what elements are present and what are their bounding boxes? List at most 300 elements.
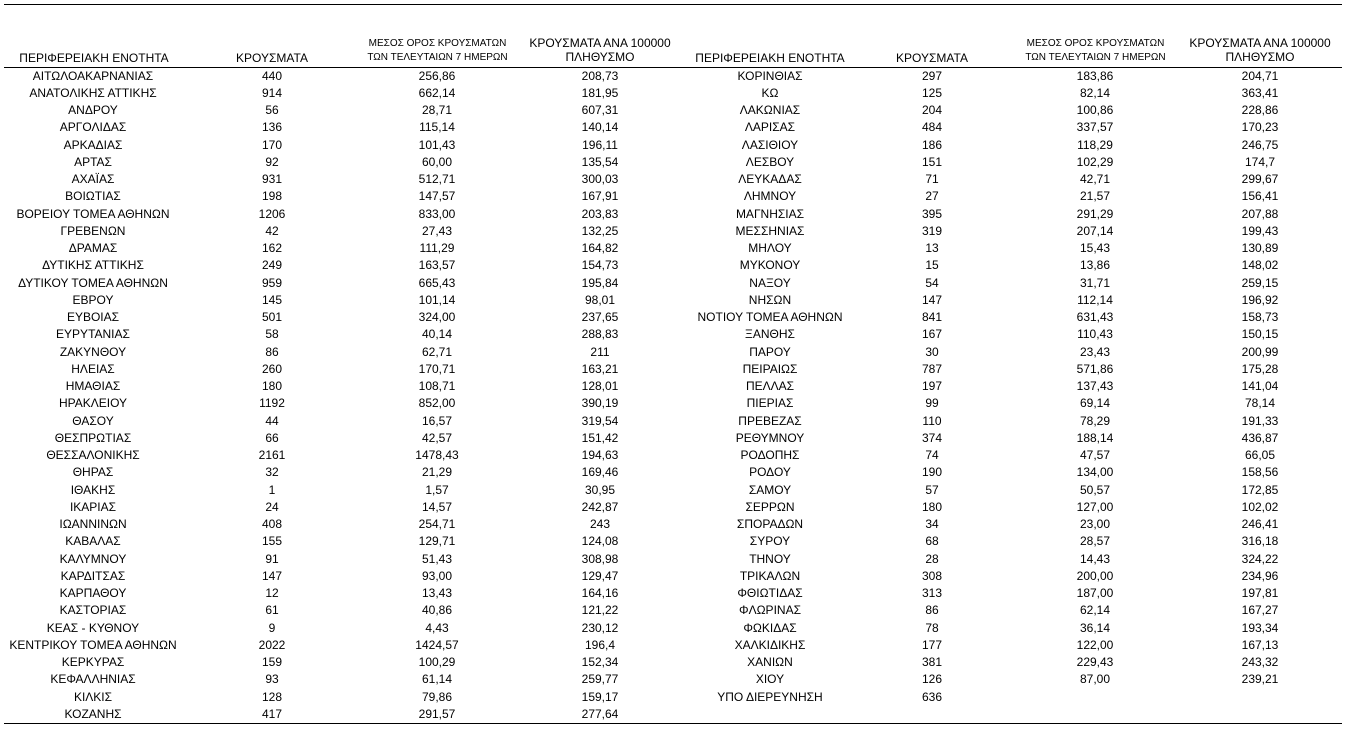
right-per100k-cell <box>1185 689 1335 706</box>
left-cases-cell: 155 <box>261 534 283 549</box>
right-per100k-cell: 436,87 <box>1241 430 1279 445</box>
left-per100k-cell: 151,42 <box>581 430 619 445</box>
left-cases-cell: 56 <box>265 103 279 117</box>
right-avg-cell: 291,29 <box>1076 206 1114 221</box>
left-avg-cell: 4,43 <box>425 620 449 635</box>
left-region-cell: ΑΡΓΟΛΙΔΑΣ <box>59 120 127 135</box>
left-per100k-cell: 140,14 <box>581 120 619 135</box>
left-cases-cell: 180 <box>261 379 283 393</box>
right-avg-cell: 28,57 <box>1079 534 1111 549</box>
right-avg-cell: 50,57 <box>1079 482 1111 497</box>
right-per100k-cell: 78,14 <box>1244 396 1276 411</box>
right-region-cell: ΝΟΤΙΟΥ ΤΟΜΕΑ ΑΘΗΝΩΝ <box>697 310 843 324</box>
left-avg-cell: 28,71 <box>421 103 453 117</box>
left-cases-cell: 959 <box>261 275 283 290</box>
right-region-cell: ΛΑΣΙΘΙΟΥ <box>741 137 799 152</box>
right-per100k-cell: 156,41 <box>1241 189 1279 204</box>
right-avg-cell: 15,43 <box>1079 241 1111 255</box>
left-region-cell: ΔΡΑΜΑΣ <box>68 241 118 255</box>
right-cases-cell: 190 <box>921 465 943 480</box>
left-per100k-cell: 243 <box>589 517 611 531</box>
right-header-avg-line1: ΜΕΣΟΣ ΟΡΟΣ ΚΡΟΥΣΜΑΤΩΝ <box>1026 38 1165 49</box>
left-avg-cell: 662,14 <box>418 85 456 100</box>
left-cases-cell: 159 <box>261 655 283 669</box>
left-region-cell: ΑΧΑΪΑΣ <box>71 172 115 186</box>
right-region-cell: ΠΕΛΛΑΣ <box>745 379 795 393</box>
right-avg-cell: 137,43 <box>1076 379 1114 393</box>
left-region-cell: ΚΑΡΠΑΘΟΥ <box>59 586 127 600</box>
left-per100k-cell: 194,63 <box>581 448 619 462</box>
left-per100k-cell: 242,87 <box>581 499 619 514</box>
left-per100k-cell: 607,31 <box>581 103 619 117</box>
right-cases-cell: 186 <box>921 137 943 152</box>
right-header-per100k-line1: ΚΡΟΥΣΜΑΤΑ ΑΝΑ 100000 <box>1189 36 1331 50</box>
top-border <box>4 4 1342 5</box>
right-per100k-cell: 102,02 <box>1241 499 1279 514</box>
left-region-cell: ΚΑΒΑΛΑΣ <box>65 534 121 549</box>
right-region-cell: ΛΕΣΒΟΥ <box>745 154 795 169</box>
left-avg-cell: 163,57 <box>418 258 456 273</box>
left-header-avg-line1: ΜΕΣΟΣ ΟΡΟΣ ΚΡΟΥΣΜΑΤΩΝ <box>368 38 507 49</box>
right-avg-cell: 229,43 <box>1076 655 1114 669</box>
right-region-cell: ΜΑΓΝΗΣΙΑΣ <box>735 206 805 221</box>
right-cases-cell: 308 <box>921 568 943 583</box>
right-region-cell: ΛΕΥΚΑΔΑΣ <box>738 172 802 186</box>
right-header-per100k-line2: ΠΛΗΘΥΣΜΟ <box>1225 50 1295 64</box>
left-per100k-cell: 196,4 <box>584 637 616 652</box>
left-avg-cell: 51,43 <box>421 551 453 566</box>
left-per100k-cell: 195,84 <box>581 275 619 290</box>
left-region-cell: ΙΩΑΝΝΙΝΩΝ <box>59 517 127 531</box>
left-region-cell: ΚΕΦΑΛΛΗΝΙΑΣ <box>50 672 136 687</box>
left-per100k-cell: 319,54 <box>581 413 619 428</box>
left-per100k-cell: 167,91 <box>581 189 619 204</box>
left-per100k-cell: 230,12 <box>581 620 619 635</box>
right-cases-cell: 34 <box>925 517 939 531</box>
right-header-region: ΠΕΡΙΦΕΡΕΙΑΚΗ ΕΝΟΤΗΤΑ <box>695 51 845 65</box>
left-cases-cell: 58 <box>265 327 279 342</box>
right-cases-cell: 180 <box>921 499 943 514</box>
right-avg-cell: 102,29 <box>1076 154 1114 169</box>
right-per100k-cell: 234,96 <box>1241 568 1279 583</box>
left-cases-cell: 2161 <box>258 448 286 462</box>
left-region-cell: ΚΕΡΚΥΡΑΣ <box>61 655 125 669</box>
right-cases-cell: 381 <box>921 655 943 669</box>
right-per100k-cell: 324,22 <box>1241 551 1279 566</box>
left-avg-cell: 16,57 <box>421 413 453 428</box>
left-per100k-cell: 159,17 <box>581 689 619 704</box>
right-per100k-cell: 170,23 <box>1241 120 1279 135</box>
right-per100k-cell: 246,41 <box>1241 517 1279 531</box>
right-cases-cell: 15 <box>925 258 939 273</box>
right-region-cell: ΠΕΙΡΑΙΩΣ <box>742 361 798 376</box>
right-avg-cell: 188,14 <box>1076 430 1114 445</box>
left-cases-cell: 1206 <box>258 206 286 221</box>
right-avg-cell: 69,14 <box>1079 396 1111 411</box>
left-cases-cell: 417 <box>261 706 283 721</box>
right-region-cell: ΣΑΜΟΥ <box>748 482 792 497</box>
right-cases-cell: 197 <box>921 379 943 393</box>
left-avg-cell: 1,57 <box>425 482 449 497</box>
left-cases-cell: 86 <box>265 344 279 359</box>
left-avg-cell: 62,71 <box>421 344 453 359</box>
left-cases-cell: 249 <box>261 258 283 273</box>
right-header-cases: ΚΡΟΥΣΜΑΤΑ <box>896 51 968 65</box>
left-cases-cell: 1 <box>268 482 276 497</box>
right-cases-cell: 374 <box>921 430 943 445</box>
left-per100k-cell: 211 <box>590 344 610 359</box>
right-avg-cell: 207,14 <box>1076 223 1114 238</box>
right-region-cell: ΝΑΞΟΥ <box>749 275 791 290</box>
right-region-cell: ΜΗΛΟΥ <box>748 241 792 255</box>
right-avg-cell: 36,14 <box>1079 620 1111 635</box>
right-cases-cell: 28 <box>925 551 939 566</box>
right-region-cell: ΞΑΝΘΗΣ <box>745 327 795 342</box>
left-avg-cell: 256,86 <box>418 68 456 83</box>
left-per100k-cell: 203,83 <box>581 206 619 221</box>
right-per100k-cell: 196,92 <box>1241 292 1279 307</box>
left-avg-cell: 111,29 <box>419 241 455 255</box>
right-avg-cell: 31,71 <box>1079 275 1111 290</box>
left-region-cell: ΔΥΤΙΚΗΣ ΑΤΤΙΚΗΣ <box>42 258 144 273</box>
right-per100k-cell: 130,89 <box>1241 241 1279 255</box>
left-region-cell: ΚΑΛΥΜΝΟΥ <box>59 551 127 566</box>
right-region-cell: ΤΗΝΟΥ <box>749 551 791 566</box>
right-per100k-cell: 167,27 <box>1241 603 1279 618</box>
left-header-per100k-line2: ΠΛΗΘΥΣΜΟ <box>565 50 635 64</box>
right-region-cell: ΦΩΚΙΔΑΣ <box>743 620 797 635</box>
left-cases-cell: 162 <box>261 241 283 255</box>
right-cases-cell: 68 <box>925 534 939 549</box>
left-cases-cell: 92 <box>265 154 279 169</box>
right-per100k-cell: 193,34 <box>1241 620 1279 635</box>
left-avg-cell: 27,43 <box>421 223 453 238</box>
left-region-cell: ΚΑΡΔΙΤΣΑΣ <box>60 568 126 583</box>
left-per100k-cell: 164,82 <box>581 241 619 255</box>
right-cases-cell: 636 <box>921 689 943 704</box>
left-avg-cell: 21,29 <box>421 465 453 480</box>
right-per100k-cell: 199,43 <box>1241 223 1279 238</box>
left-header-per100k <box>510 36 690 64</box>
left-per100k-cell: 152,34 <box>581 655 619 669</box>
right-region-cell: ΣΠΟΡΑΔΩΝ <box>736 517 804 531</box>
right-region-cell: ΝΗΣΩΝ <box>748 292 792 307</box>
right-cases-cell: 313 <box>921 586 943 600</box>
right-region-cell: ΤΡΙΚΑΛΩΝ <box>739 568 801 583</box>
right-per100k-cell: 197,81 <box>1241 586 1279 600</box>
right-avg-cell: 13,86 <box>1079 258 1111 273</box>
right-region-cell: ΧΑΛΚΙΔΙΚΗΣ <box>734 637 806 652</box>
right-cases-cell: 27 <box>925 189 939 204</box>
right-avg-cell: 134,00 <box>1076 465 1114 480</box>
right-cases-cell: 395 <box>921 206 943 221</box>
right-cases-cell: 204 <box>921 103 943 117</box>
left-per100k-cell: 164,16 <box>581 586 619 600</box>
right-per100k-cell: 363,41 <box>1241 85 1279 100</box>
left-cases-cell: 914 <box>261 85 283 100</box>
left-avg-cell: 1478,43 <box>415 448 459 462</box>
right-avg-cell: 82,14 <box>1079 85 1111 100</box>
right-avg-cell: 183,86 <box>1076 68 1114 83</box>
left-region-cell: ΕΥΒΟΙΑΣ <box>66 310 120 324</box>
left-avg-cell: 254,71 <box>418 517 456 531</box>
right-avg-cell: 122,00 <box>1076 637 1114 652</box>
left-region-cell: ΘΕΣΠΡΩΤΙΑΣ <box>54 430 132 445</box>
left-avg-cell: 291,57 <box>418 706 456 721</box>
left-cases-cell: 24 <box>265 499 279 514</box>
right-region-cell: ΧΙΟΥ <box>755 672 785 687</box>
left-cases-cell: 9 <box>268 620 276 635</box>
right-avg-cell: 87,00 <box>1079 672 1111 687</box>
left-cases-cell: 93 <box>265 672 279 687</box>
right-cases-cell: 13 <box>925 241 939 255</box>
right-region-cell: ΠΡΕΒΕΖΑΣ <box>738 413 802 428</box>
right-per100k-cell: 299,67 <box>1241 172 1279 186</box>
left-per100k-cell: 163,21 <box>581 361 619 376</box>
left-avg-cell: 60,00 <box>421 154 453 169</box>
left-cases-cell: 260 <box>261 361 283 376</box>
left-cases-cell: 145 <box>261 292 283 307</box>
left-region-cell: ΘΑΣΟΥ <box>72 413 114 428</box>
left-region-cell: ΙΘΑΚΗΣ <box>70 482 116 497</box>
left-cases-cell: 32 <box>265 465 279 480</box>
left-avg-cell: 324,00 <box>418 310 456 324</box>
right-region-cell: ΦΘΙΩΤΙΔΑΣ <box>737 586 803 600</box>
left-cases-cell: 128 <box>261 689 283 704</box>
right-region-cell: ΠΙΕΡΙΑΣ <box>746 396 794 411</box>
left-region-cell: ΑΡΚΑΔΙΑΣ <box>63 137 123 152</box>
right-cases-cell: 110 <box>922 413 942 428</box>
left-avg-cell: 147,57 <box>418 189 456 204</box>
left-region-cell: ΗΜΑΘΙΑΣ <box>65 379 121 393</box>
left-region-cell: ΘΗΡΑΣ <box>72 465 114 480</box>
left-per100k-cell: 181,95 <box>581 85 619 100</box>
right-per100k-cell: 158,73 <box>1241 310 1279 324</box>
left-avg-cell: 100,29 <box>418 655 456 669</box>
right-region-cell: ΦΛΩΡΙΝΑΣ <box>739 603 801 618</box>
right-per100k-cell: 158,56 <box>1241 465 1279 480</box>
right-region-cell: ΛΑΚΩΝΙΑΣ <box>739 103 801 117</box>
left-cases-cell: 42 <box>265 223 279 238</box>
right-cases-cell: 125 <box>921 85 943 100</box>
right-per100k-cell: 239,21 <box>1241 672 1279 687</box>
left-region-cell: ΚΑΣΤΟΡΙΑΣ <box>59 603 127 618</box>
left-per100k-cell: 124,08 <box>581 534 619 549</box>
left-header-avg <box>345 37 530 65</box>
left-region-cell: ΑΡΤΑΣ <box>74 154 112 169</box>
right-per100k-cell: 228,86 <box>1241 103 1279 117</box>
left-cases-cell: 136 <box>261 120 283 135</box>
left-region-cell: ΘΕΣΣΑΛΟΝΙΚΗΣ <box>46 448 140 462</box>
left-avg-cell: 833,00 <box>418 206 456 221</box>
right-per100k-cell: 191,33 <box>1241 413 1279 428</box>
left-per100k-cell: 132,25 <box>581 223 619 238</box>
right-avg-cell: 337,57 <box>1076 120 1114 135</box>
left-region-cell: ΗΛΕΙΑΣ <box>71 361 115 376</box>
left-region-cell: ΓΡΕΒΕΝΩΝ <box>60 223 126 238</box>
right-cases-cell: 177 <box>921 637 943 652</box>
right-per100k-cell: 316,18 <box>1241 534 1279 549</box>
right-header-per100k <box>1170 36 1346 64</box>
right-cases-cell: 151 <box>921 154 943 169</box>
left-cases-cell: 91 <box>265 551 279 566</box>
right-avg-cell: 47,57 <box>1079 448 1111 462</box>
right-avg-cell: 127,00 <box>1076 499 1114 514</box>
left-per100k-cell: 259,77 <box>581 672 619 687</box>
left-region-cell: ΕΒΡΟΥ <box>72 292 114 307</box>
left-per100k-cell: 135,54 <box>581 154 619 169</box>
left-header-avg-line2: ΤΩΝ ΤΕΛΕΥΤΑΙΩΝ 7 ΗΜΕΡΩΝ <box>367 52 508 63</box>
right-avg-cell: 21,57 <box>1079 189 1111 204</box>
right-avg-cell: 112,14 <box>1077 292 1113 307</box>
right-per100k-cell: 141,04 <box>1241 379 1279 393</box>
right-header-avg <box>1003 37 1188 65</box>
left-cases-cell: 12 <box>265 586 279 600</box>
right-avg-cell: 42,71 <box>1079 172 1111 186</box>
right-per100k-cell: 204,71 <box>1241 68 1279 83</box>
right-avg-cell: 631,43 <box>1076 310 1114 324</box>
right-cases-cell: 126 <box>921 672 943 687</box>
left-avg-cell: 852,00 <box>418 396 456 411</box>
right-avg-cell: 187,00 <box>1076 586 1114 600</box>
left-cases-cell: 931 <box>261 172 283 186</box>
left-cases-cell: 66 <box>265 430 279 445</box>
right-region-cell: ΡΕΘΥΜΝΟΥ <box>735 430 805 445</box>
right-region-cell: ΡΟΔΟΠΗΣ <box>740 448 800 462</box>
right-cases-cell: 74 <box>925 448 939 462</box>
left-avg-cell: 101,43 <box>418 137 456 152</box>
right-cases-cell: 167 <box>921 327 943 342</box>
right-avg-cell: 571,86 <box>1076 361 1114 376</box>
left-avg-cell: 512,71 <box>418 172 456 186</box>
left-per100k-cell: 237,65 <box>581 310 619 324</box>
right-region-cell: ΧΑΝΙΩΝ <box>747 655 793 669</box>
left-per100k-cell: 129,47 <box>581 568 619 583</box>
right-per100k-cell: 246,75 <box>1241 137 1279 152</box>
left-avg-cell: 93,00 <box>421 568 453 583</box>
left-cases-cell: 2022 <box>258 637 286 652</box>
right-region-cell: ΣΕΡΡΩΝ <box>745 499 795 514</box>
right-cases-cell: 86 <box>925 603 939 618</box>
left-region-cell: ΒΟΙΩΤΙΑΣ <box>65 189 121 204</box>
left-per100k-cell: 288,83 <box>581 327 619 342</box>
right-avg-cell: 118,29 <box>1077 137 1113 152</box>
left-cases-cell: 408 <box>261 517 283 531</box>
left-per100k-cell: 121,22 <box>581 603 619 618</box>
right-avg-cell: 14,43 <box>1079 551 1111 566</box>
left-avg-cell: 40,14 <box>421 327 453 342</box>
bottom-border <box>4 723 1342 724</box>
left-cases-cell: 198 <box>261 189 283 204</box>
right-avg-cell: 23,43 <box>1079 344 1111 359</box>
right-cases-cell: 99 <box>925 396 939 411</box>
right-per100k-cell: 148,02 <box>1241 258 1279 273</box>
right-cases-cell: 841 <box>921 310 943 324</box>
right-cases-cell: 57 <box>925 482 939 497</box>
left-avg-cell: 665,43 <box>418 275 456 290</box>
left-region-cell: ΑΝΑΤΟΛΙΚΗΣ ΑΤΤΙΚΗΣ <box>29 85 157 100</box>
right-cases-cell: 297 <box>921 68 943 83</box>
left-per100k-cell: 169,46 <box>581 465 619 480</box>
left-avg-cell: 42,57 <box>421 430 453 445</box>
left-avg-cell: 129,71 <box>418 534 456 549</box>
left-per100k-cell: 390,19 <box>581 396 619 411</box>
right-avg-cell: 110,43 <box>1077 327 1113 342</box>
right-avg-cell: 62,14 <box>1079 603 1111 618</box>
right-per100k-cell: 175,28 <box>1241 361 1279 376</box>
right-cases-cell: 484 <box>921 120 943 135</box>
left-region-cell: ΚΕΝΤΡΙΚΟΥ ΤΟΜΕΑ ΑΘΗΝΩΝ <box>9 637 177 652</box>
left-per100k-cell: 308,98 <box>581 551 619 566</box>
left-region-cell: ΑΙΤΩΛΟΑΚΑΡΝΑΝΙΑΣ <box>32 68 154 83</box>
left-avg-cell: 14,57 <box>421 499 453 514</box>
right-per100k-cell: 150,15 <box>1241 327 1279 342</box>
right-region-cell: ΚΟΡΙΝΘΙΑΣ <box>737 68 803 83</box>
right-per100k-cell: 200,99 <box>1241 344 1279 359</box>
left-header-cases: ΚΡΟΥΣΜΑΤΑ <box>236 51 308 65</box>
left-cases-cell: 170 <box>261 137 283 152</box>
right-per100k-cell: 66,05 <box>1244 448 1276 462</box>
right-header-avg-line2: ΤΩΝ ΤΕΛΕΥΤΑΙΩΝ 7 ΗΜΕΡΩΝ <box>1025 52 1166 63</box>
left-region-cell: ΖΑΚΥΝΘΟΥ <box>59 344 127 359</box>
left-region-cell: ΗΡΑΚΛΕΙΟΥ <box>58 396 128 411</box>
right-per100k-cell: 243,32 <box>1241 655 1279 669</box>
left-header-per100k-line1: ΚΡΟΥΣΜΑΤΑ ΑΝΑ 100000 <box>529 36 671 50</box>
right-cases-cell: 54 <box>925 275 939 290</box>
right-region-cell: ΛΗΜΝΟΥ <box>743 189 797 204</box>
left-cases-cell: 147 <box>261 568 283 583</box>
right-per100k-cell: 207,88 <box>1241 206 1279 221</box>
left-region-cell: ΒΟΡΕΙΟΥ ΤΟΜΕΑ ΑΘΗΝΩΝ <box>16 206 170 221</box>
left-cases-cell: 61 <box>265 603 279 618</box>
left-region-cell: ΙΚΑΡΙΑΣ <box>69 499 117 514</box>
right-region-cell: ΣΥΡΟΥ <box>749 534 791 549</box>
left-region-cell: ΚΙΛΚΙΣ <box>73 689 113 704</box>
left-avg-cell: 13,43 <box>421 586 453 600</box>
left-per100k-cell: 277,64 <box>581 706 619 721</box>
left-avg-cell: 101,14 <box>418 292 456 307</box>
right-avg-cell: 100,86 <box>1076 103 1114 117</box>
left-region-cell: ΚΕΑΣ - ΚΥΘΝΟΥ <box>46 620 140 635</box>
right-region-cell: ΚΩ <box>761 85 779 100</box>
right-per100k-cell: 259,15 <box>1241 275 1279 290</box>
right-per100k-cell: 172,85 <box>1241 482 1279 497</box>
left-per100k-cell: 154,73 <box>581 258 619 273</box>
right-region-cell: ΜΕΣΣΗΝΙΑΣ <box>735 223 805 238</box>
left-region-cell: ΚΟΖΑΝΗΣ <box>64 706 122 721</box>
right-cases-cell: 30 <box>925 344 939 359</box>
left-cases-cell: 440 <box>261 68 283 83</box>
right-region-cell: ΥΠΟ ΔΙΕΡΕΥΝΗΣΗ <box>717 689 823 704</box>
left-cases-cell: 501 <box>261 310 283 324</box>
left-region-cell: ΕΥΡΥΤΑΝΙΑΣ <box>56 327 130 342</box>
right-per100k-cell: 174,7 <box>1244 154 1276 169</box>
right-per100k-cell: 167,13 <box>1241 637 1279 652</box>
left-per100k-cell: 98,01 <box>584 292 616 307</box>
left-avg-cell: 108,71 <box>418 379 456 393</box>
left-cases-cell: 44 <box>265 413 279 428</box>
left-cases-cell: 1192 <box>259 396 285 411</box>
left-per100k-cell: 208,73 <box>581 68 619 83</box>
right-region-cell: ΡΟΔΟΥ <box>749 465 791 480</box>
left-region-cell: ΔΥΤΙΚΟΥ ΤΟΜΕΑ ΑΘΗΝΩΝ <box>18 275 168 290</box>
right-cases-cell: 319 <box>921 223 943 238</box>
right-cases-cell: 78 <box>925 620 939 635</box>
right-cases-cell: 787 <box>921 361 943 376</box>
left-per100k-cell: 196,11 <box>582 137 618 152</box>
left-per100k-cell: 128,01 <box>581 379 619 393</box>
right-region-cell: ΜΥΚΟΝΟΥ <box>739 258 801 273</box>
